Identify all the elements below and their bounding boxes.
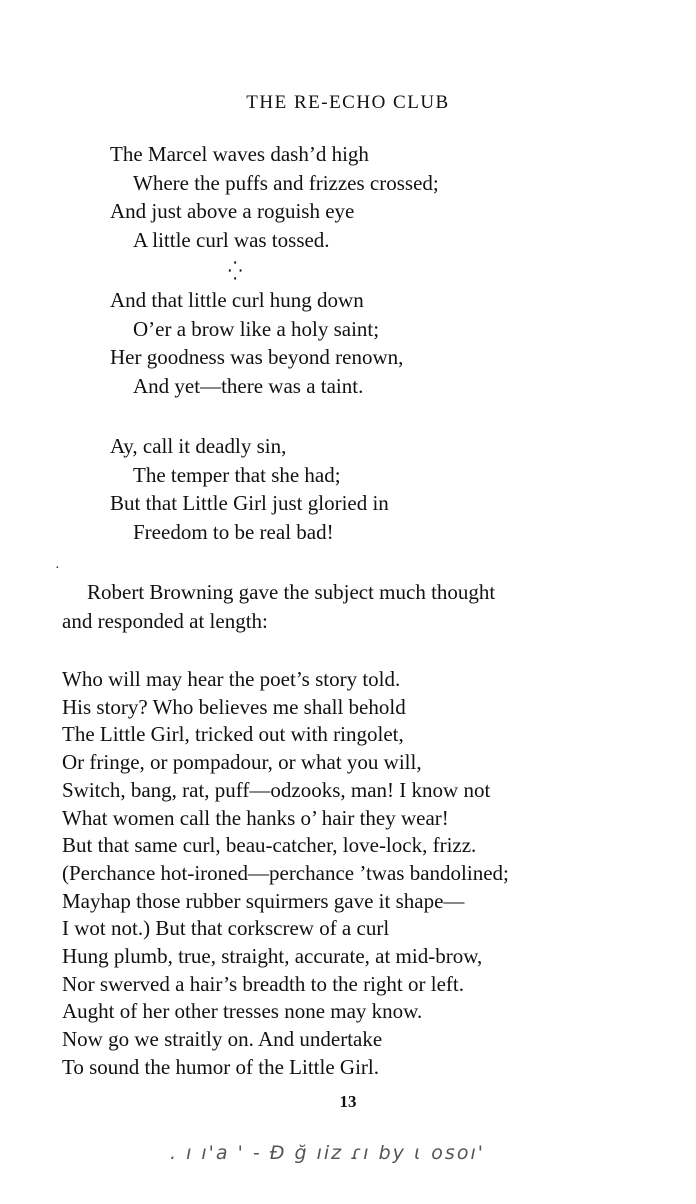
prose-line: Robert Browning gave the subject much thought: [87, 580, 496, 604]
verse-line: Or fringe, or pompadour, or what you will,: [62, 750, 422, 775]
verse-line: Freedom to be real bad!: [133, 519, 334, 544]
running-head: THE RE-ECHO CLUB: [246, 92, 450, 113]
browning-verse: [62, 666, 632, 1082]
verse-line: Now go we straitly on. And undertake: [62, 1027, 383, 1052]
verse-line: A little curl was tossed.: [133, 227, 330, 252]
verse-line: Hung plumb, true, straight, accurate, at mid-brow,: [62, 944, 483, 969]
verse-line: The temper that she had;: [133, 462, 341, 487]
verse-line: Ay, call it deadly sin,: [110, 434, 287, 458]
page-number: 13: [339, 1092, 357, 1111]
verse-line: (Perchance hot-ironed—perchance ’twas bandolined;: [62, 860, 509, 885]
verse-line: But that same curl, beau-catcher, love-lock, frizz.: [62, 833, 477, 858]
stray-ink-mark: ⁛: [228, 261, 243, 281]
verse-line: And yet—there was a taint.: [133, 373, 364, 398]
verse-line: But that Little Girl just gloried in: [110, 491, 389, 515]
verse-line: The Marcel waves dash’d high: [110, 142, 369, 166]
stanza-2: [110, 286, 403, 400]
verse-line: Who will may hear the poet’s story told.: [62, 667, 401, 691]
digitization-watermark: . ı ı'a ' - Ð ğ ıiz ɾı by ɩ osoı': [170, 1142, 485, 1164]
verse-line: Nor swerved a hair’s breadth to the right or left.: [62, 971, 464, 996]
stanza-3: [110, 432, 389, 546]
verse-line: O’er a brow like a holy saint;: [133, 316, 380, 341]
verse-line: The Little Girl, tricked out with ringolet,: [62, 722, 404, 747]
verse-line: His story? Who believes me shall behold: [62, 694, 406, 719]
verse-line: I wot not.) But that corkscrew of a curl: [62, 916, 390, 941]
stanza-1: [110, 140, 439, 254]
verse-line: And just above a roguish eye: [110, 199, 355, 223]
verse-line: Her goodness was beyond renown,: [110, 345, 404, 369]
verse-line: Mayhap those rubber squirmers gave it shape—: [62, 888, 465, 913]
stray-ink-dot: ·: [55, 561, 60, 576]
verse-line: Aught of her other tresses none may know.: [62, 999, 423, 1024]
verse-line: What women call the hanks o’ hair they wear!: [62, 805, 449, 830]
verse-line: Where the puffs and frizzes crossed;: [133, 170, 439, 195]
prose-line: and responded at length:: [62, 608, 268, 633]
verse-line: And that little curl hung down: [110, 288, 364, 312]
verse-line: Switch, bang, rat, puff—odzooks, man! I know not: [62, 777, 491, 802]
prose-paragraph: [62, 578, 622, 635]
verse-line: To sound the humor of the Little Girl.: [62, 1054, 379, 1079]
